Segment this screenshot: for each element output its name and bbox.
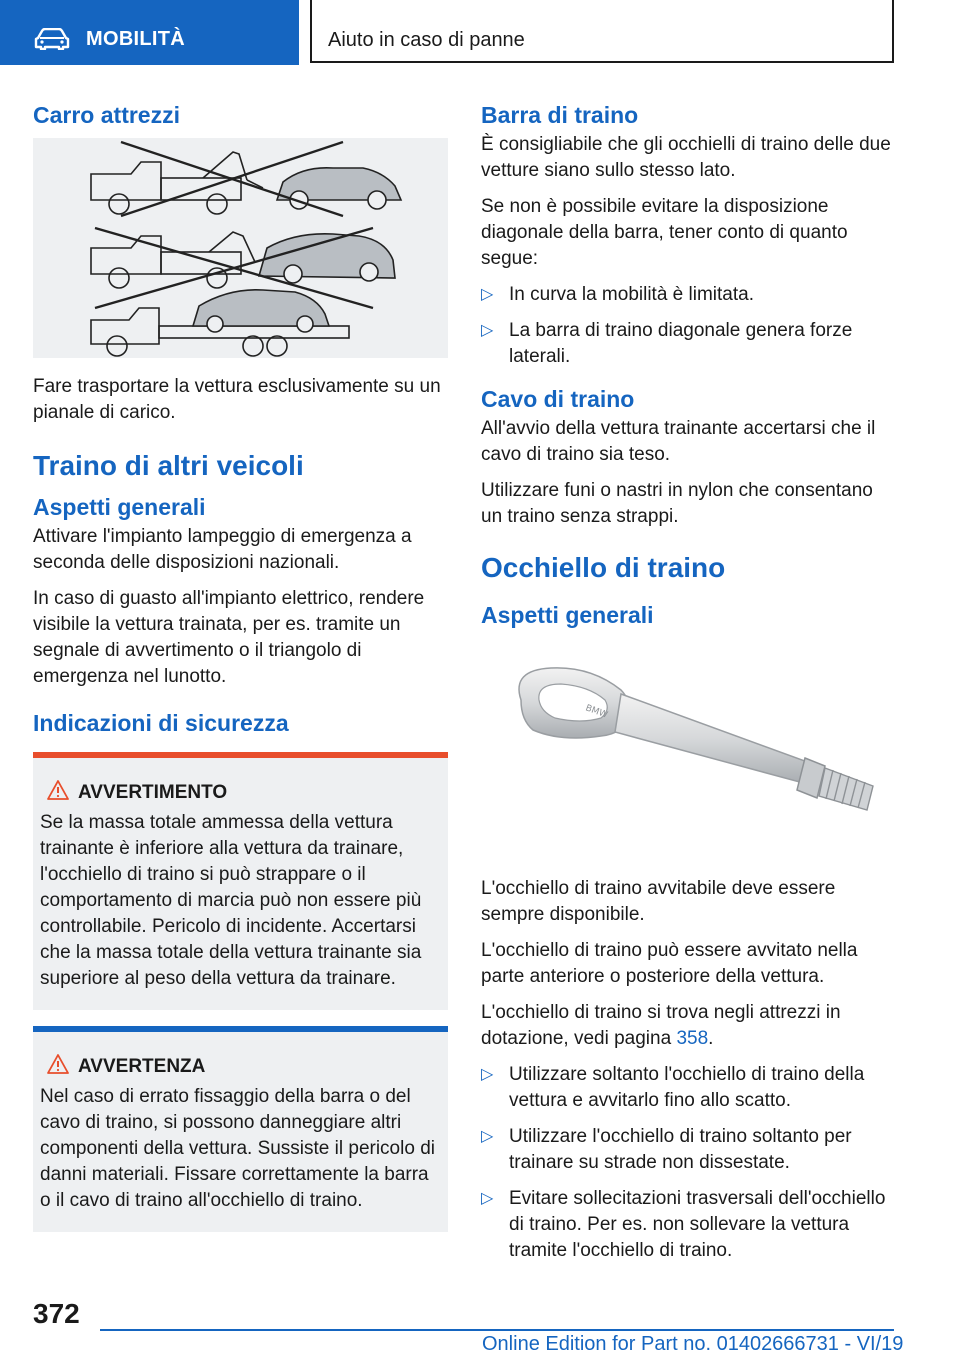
tow-truck-illustration [33,138,448,358]
page-number: 372 [33,1298,80,1329]
general-paragraph-2: In caso di guasto all'impianto elettrico, rendere visibile la vettura trainata, per es. tramite un segnale di avvertimento o il triangolo di emergenza nel lunotto. [33,588,425,687]
caution-triangle-icon [47,1054,69,1074]
bar-bullet-list [481,282,891,370]
tow-truck-heading: Carro attrezzi [33,102,180,128]
header-chapter-label: Aiuto in caso di panne [328,29,525,51]
triangle-bullet-icon: ▷ [481,1190,494,1207]
triangle-bullet-icon: ▷ [481,1066,494,1083]
bar-heading: Barra di traino [481,102,639,128]
bar-paragraph-1: È consigliabile che gli occhielli di traino delle due vetture siano sullo stesso lato. [481,134,891,181]
triangle-bullet-icon: ▷ [481,286,494,303]
eye-paragraph-2: L'occhiello di traino può essere avvitato nella parte anteriore o posteriore della vettura. [481,940,858,987]
eye-general-heading: Aspetti generali [481,602,654,628]
footer-divider [100,1329,894,1331]
eye-paragraph-3: L'occhiello di traino si trova negli attrezzi in dotazione, vedi pagina 358. [481,1002,841,1049]
caution-title: AVVERTENZA [78,1056,206,1077]
list-item: ▷ Evitare sollecitazioni trasversali dell'occhiello di traino. Per es. non sollevare la vettura tramite l'occhiello di traino. [481,1188,886,1261]
tow-truck-text: Fare trasportare la vettura esclusivamente su un pianale di carico. [33,376,441,423]
warning-text: Se la massa totale ammessa della vettura trainante è inferiore alla vettura da trainare, l'occhiello di traino si può strappare o il comportamento di marcia può non essere più controllabile. Pericolo di incidente. Accertarsi che la massa totale della vettura trainante sia superiore al peso della vettura da trainare. [40,812,422,989]
warning-title: AVVERTIMENTO [78,782,228,803]
general-paragraph-1: Attivare l'impianto lampeggio di emergenza a seconda delle disposizioni nazionali. [33,526,412,573]
header-section-tab[interactable] [0,0,299,65]
triangle-bullet-icon: ▷ [481,1128,494,1145]
warning-triangle-icon [47,780,69,800]
header-section-label: MOBILITÀ [86,28,186,50]
triangle-bullet-icon: ▷ [481,322,494,339]
caution-text: Nel caso di errato fissaggio della barra o del cavo di traino, si possono danneggiare altri componenti della vettura. Sussiste il pericolo di danni materiali. Fissare correttamente la barra o il cavo di traino all'occhiello di traino. [40,1086,435,1211]
tow-eye-drawing [481,660,891,860]
cable-paragraph-1: All'avvio della vettura trainante accertarsi che il cavo di traino sia teso. [481,418,876,465]
tow-truck-drawing [33,138,448,358]
left-column [33,100,448,1248]
cable-heading: Cavo di traino [481,386,635,412]
general-heading: Aspetti generali [33,494,206,520]
header-chapter-box [310,0,894,63]
page-link[interactable]: 358 [676,1028,709,1049]
list-item: ▷ Utilizzare l'occhiello di traino soltanto per trainare su strade non dissestate. [481,1126,852,1173]
eye-bullet-list [481,1062,891,1264]
towing-heading: Traino di altri veicoli [33,450,304,481]
tow-eye-illustration [481,660,891,860]
list-item: ▷ La barra di traino diagonale genera forze laterali. [481,320,853,367]
eye-heading: Occhiello di traino [481,552,726,583]
right-column [481,100,891,1274]
warning-box [33,752,448,1010]
svg-text:BMW: BMW [583,703,609,721]
safety-heading: Indicazioni di sicurezza [33,710,289,736]
bar-paragraph-2: Se non è possibile evitare la disposizione diagonale della barra, tener conto di quanto segue: [481,196,848,269]
cable-paragraph-2: Utilizzare funi o nastri in nylon che consentano un traino senza strappi. [481,480,873,527]
footer-edition: Online Edition for Part no. 01402666731 - VI/19 [482,1333,904,1355]
caution-box [33,1026,448,1232]
eye-paragraph-1: L'occhiello di traino avvitabile deve essere sempre disponibile. [481,878,836,925]
list-item: ▷ Utilizzare soltanto l'occhiello di traino della vettura e avvitarlo fino allo scatto. [481,1064,865,1111]
car-icon [34,28,70,50]
list-item: ▷ In curva la mobilità è limitata. [481,282,891,308]
